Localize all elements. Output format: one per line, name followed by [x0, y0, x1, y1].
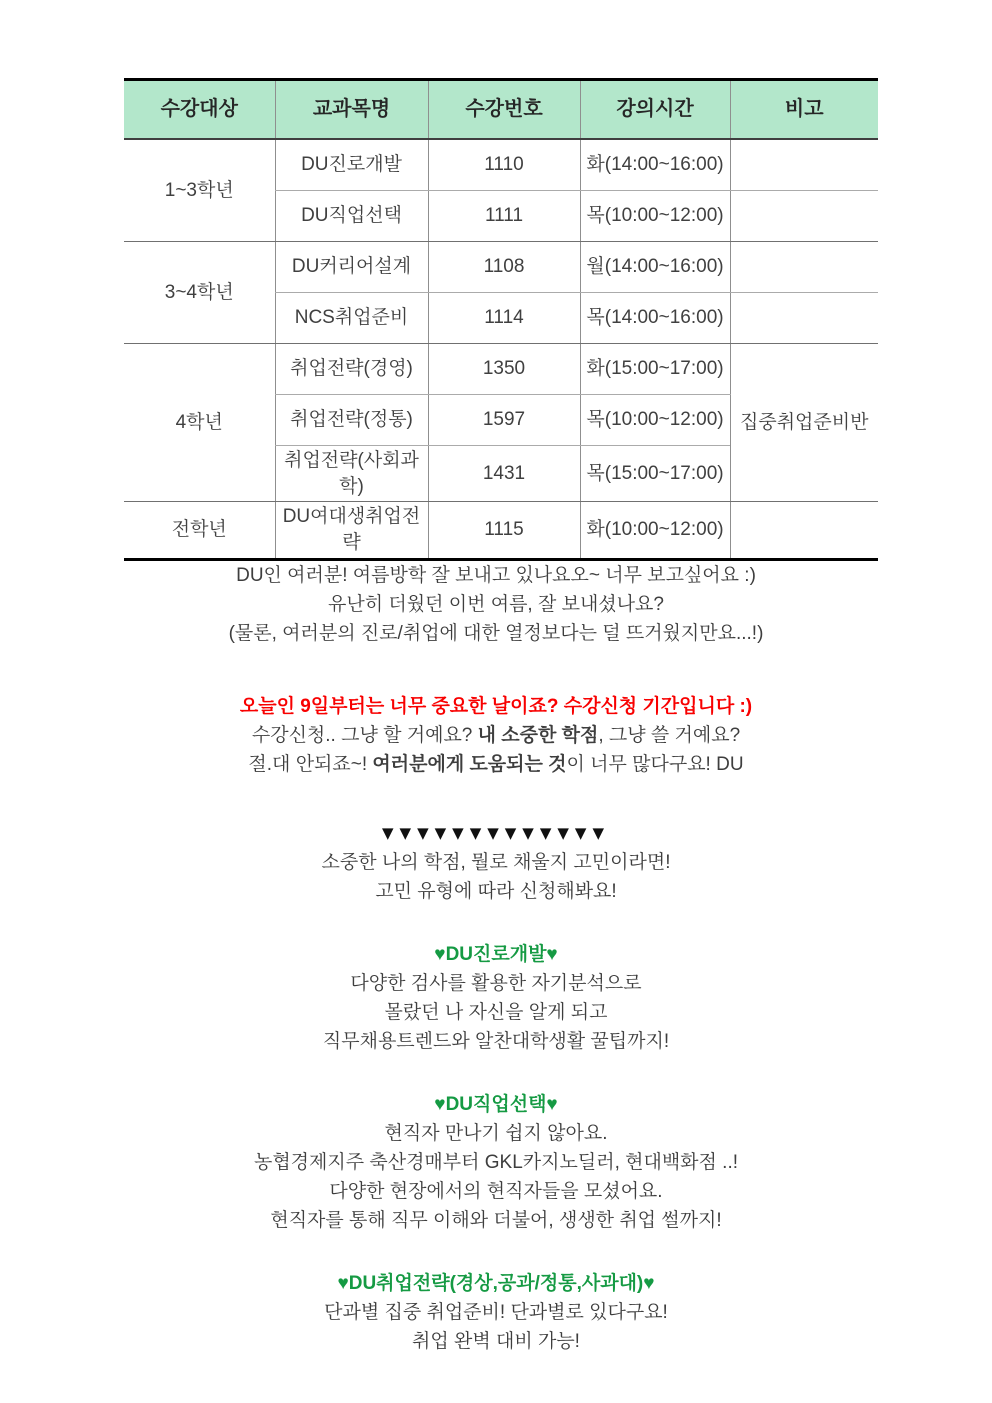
cell-course: NCS취업준비	[275, 293, 428, 344]
cell-time: 화(14:00~16:00)	[580, 139, 730, 191]
cell-code: 1110	[428, 139, 580, 191]
section-title: ♥DU직업선택♥	[434, 1094, 558, 1115]
section-line: 취업 완벽 대비 가능!	[412, 1331, 580, 1352]
section-title: ♥DU취업전략(경상,공과/정통,사과대)♥	[337, 1273, 655, 1294]
cell-code: 1111	[428, 191, 580, 242]
section-du-employment-strategy	[0, 1269, 992, 1356]
cell-note	[730, 293, 878, 344]
col-header-target: 수강대상	[124, 80, 275, 140]
notice-text: , 그냥 쓸 거예요?	[598, 725, 741, 746]
section-line: 현직자 만나기 쉽지 않아요.	[384, 1123, 608, 1144]
cell-note	[730, 191, 878, 242]
table-row	[124, 242, 878, 293]
col-header-note: 비고	[730, 80, 878, 140]
triangle-divider-icon: ▼▼▼▼▼▼▼▼▼▼▼▼▼	[382, 824, 610, 842]
notice-text: 이 너무 많다구요! DU	[566, 754, 744, 775]
cell-time: 화(15:00~17:00)	[580, 344, 730, 395]
newsletter-body	[0, 521, 992, 1356]
col-header-code: 수강번호	[428, 80, 580, 140]
notice-text: 절.대 안되죠~!	[248, 754, 373, 775]
cell-course: DU직업선택	[275, 191, 428, 242]
notice-highlight-line: 오늘인 9일부터는 너무 중요한 날이죠? 수강신청 기간입니다 :)	[239, 696, 753, 717]
cell-code: 1597	[428, 395, 580, 446]
col-header-course: 교과목명	[275, 80, 428, 140]
col-header-time: 강의시간	[580, 80, 730, 140]
cell-course: DU진로개발	[275, 139, 428, 191]
section-line: 다양한 검사를 활용한 자기분석으로	[350, 973, 642, 994]
divider-line: 고민 유형에 따라 신청해봐요!	[375, 881, 617, 902]
cell-target: 전학년	[171, 519, 227, 541]
cell-course: 취업전략(사회과학)	[275, 446, 428, 502]
intro-line: 유난히 더웠던 이번 여름, 잘 보내셨나요?	[328, 594, 664, 615]
cell-time: 목(15:00~17:00)	[580, 446, 730, 502]
intro-line: (물론, 여러분의 진로/취업에 대한 열정보다는 덜 뜨거웠지만요...!)	[228, 623, 764, 644]
cell-time: 목(10:00~12:00)	[580, 191, 730, 242]
notice-bold-text: 내 소중한 학점	[477, 725, 599, 746]
section-line: 농협경제지주 축산경매부터 GKL카지노딜러, 현대백화점 ..!	[253, 1152, 739, 1173]
section-line: 다양한 현장에서의 현직자들을 모셨어요.	[329, 1181, 663, 1202]
cell-course: DU커리어설계	[275, 242, 428, 293]
cell-course: DU여대생취업전략	[275, 502, 428, 559]
cell-course: 취업전략(정통)	[275, 395, 428, 446]
section-line: 단과별 집중 취업준비! 단과별로 있다구요!	[324, 1302, 668, 1323]
section-du-career-dev	[0, 940, 992, 1056]
cell-code: 1108	[428, 242, 580, 293]
table-header-row	[124, 80, 878, 140]
table-row	[124, 139, 878, 191]
cell-time: 화(10:00~12:00)	[580, 502, 730, 559]
cell-time: 목(10:00~12:00)	[580, 395, 730, 446]
registration-notice	[0, 692, 992, 779]
cell-target: 1~3학년	[124, 139, 275, 242]
notice-line	[0, 750, 992, 779]
section-title: ♥DU진로개발♥	[434, 944, 558, 965]
course-table	[124, 78, 878, 561]
cell-code: 1114	[428, 293, 580, 344]
cell-code: 1350	[428, 344, 580, 395]
section-du-job-choice	[0, 1090, 992, 1235]
intro-paragraph	[0, 561, 992, 648]
divider-block	[0, 819, 992, 906]
notice-line	[0, 721, 992, 750]
section-line: 몰랐던 나 자신을 알게 되고	[384, 1002, 608, 1023]
cell-time: 목(14:00~16:00)	[580, 293, 730, 344]
cell-note	[730, 242, 878, 293]
divider-line: 소중한 나의 학점, 뭘로 채울지 고민이라면!	[321, 852, 671, 873]
notice-bold-text: 여러분에게 도움되는 것	[372, 754, 567, 775]
cell-target: 4학년	[124, 344, 275, 502]
intro-line: DU인 여러분! 여름방학 잘 보내고 있나요오~ 너무 보고싶어요 :)	[236, 565, 756, 586]
cell-note: 집중취업준비반	[730, 344, 878, 502]
cell-course: 취업전략(경영)	[275, 344, 428, 395]
cell-time: 월(14:00~16:00)	[580, 242, 730, 293]
section-line: 직무채용트렌드와 알찬대학생활 꿀팁까지!	[322, 1031, 670, 1052]
table-row	[124, 344, 878, 395]
cell-target: 3~4학년	[124, 242, 275, 344]
notice-text: 수강신청.. 그냥 할 거예요?	[251, 725, 478, 746]
cell-code: 1115	[428, 502, 580, 559]
cell-note	[730, 139, 878, 191]
cell-code: 1431	[428, 446, 580, 502]
section-line: 현직자를 통해 직무 이해와 더불어, 생생한 취업 썰까지!	[270, 1210, 722, 1231]
